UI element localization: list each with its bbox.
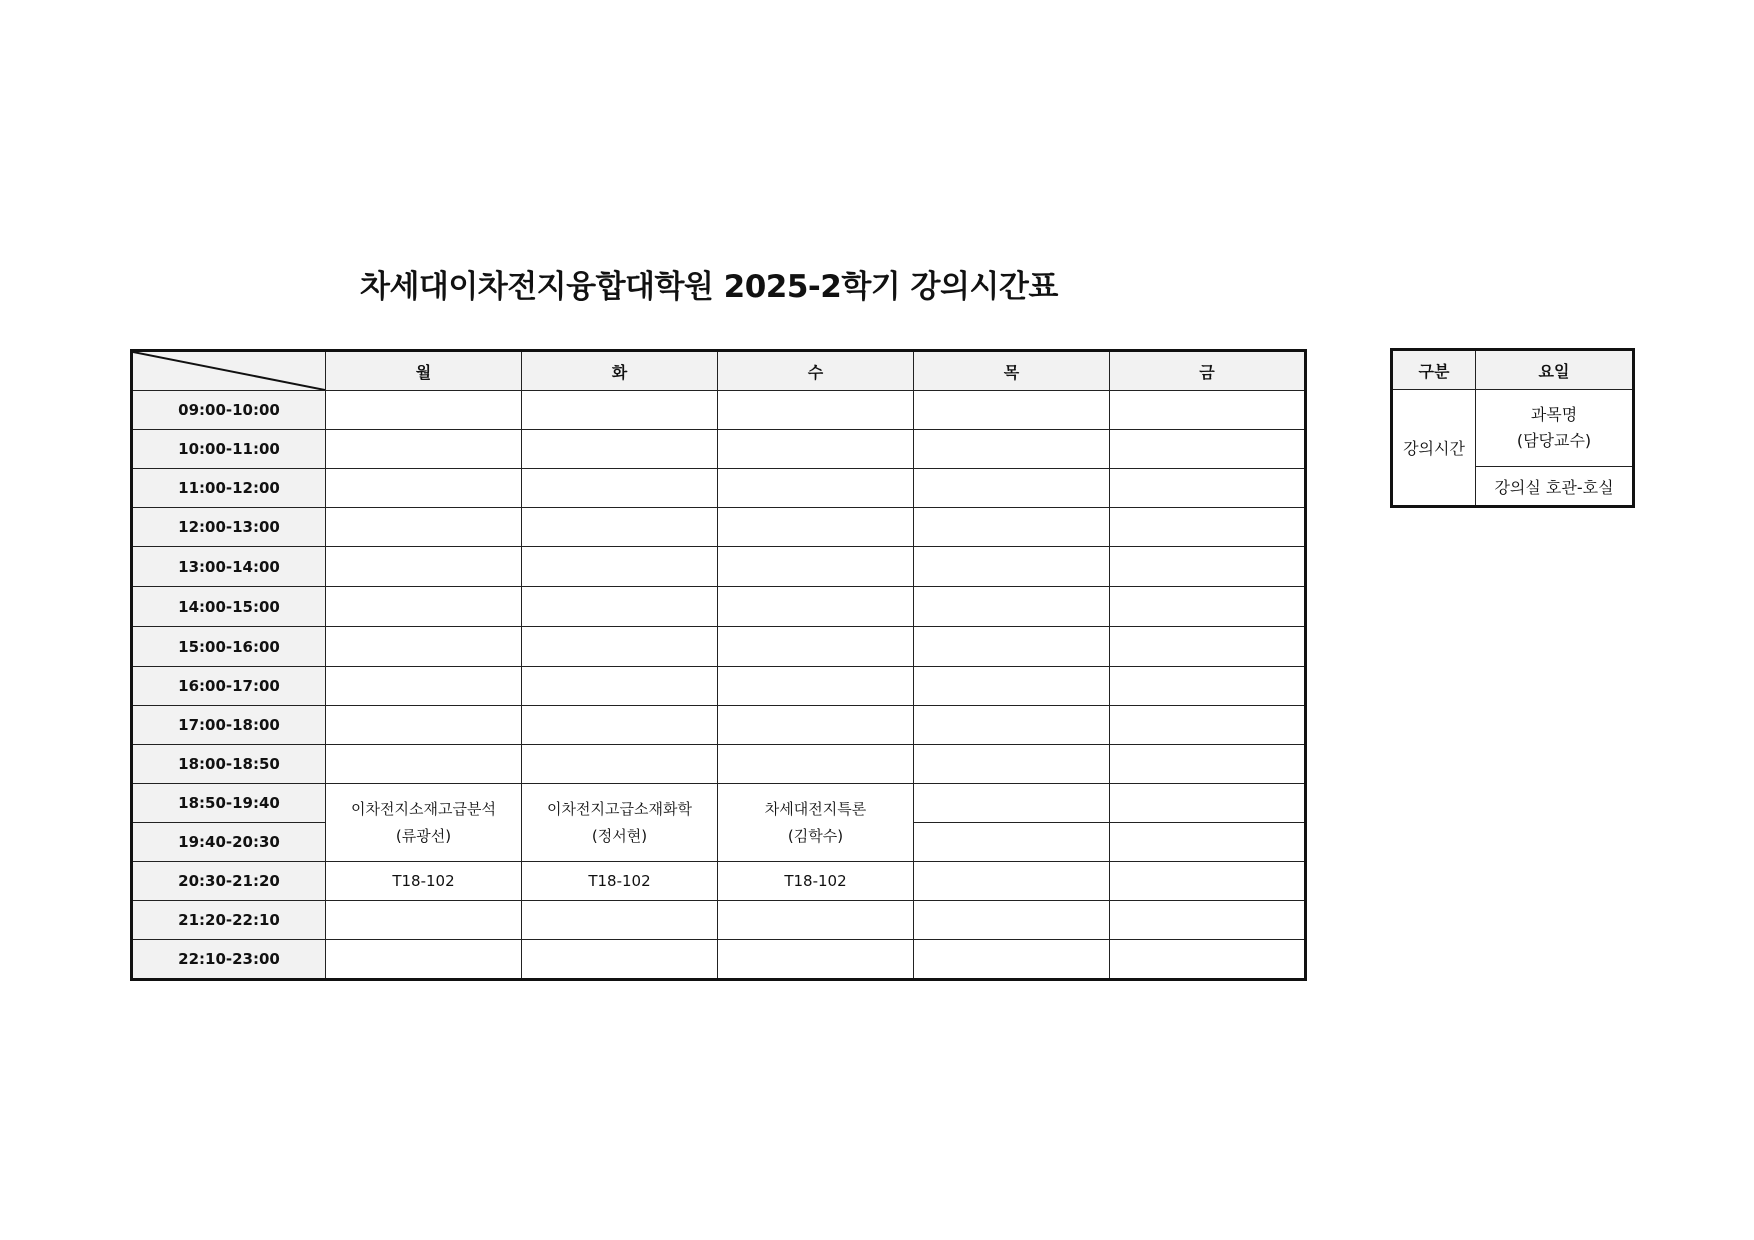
slot-cell — [326, 901, 522, 940]
time-cell: 13:00-14:00 — [132, 547, 326, 587]
course-professor: (정서현) — [591, 826, 648, 845]
day-header-thu: 목 — [914, 351, 1110, 391]
diagonal-line — [133, 352, 325, 390]
slot-cell — [522, 469, 718, 508]
room-cell-tue: T18-102 — [522, 862, 718, 901]
slot-cell — [1110, 940, 1306, 980]
time-row — [132, 784, 1306, 823]
time-row — [132, 627, 1306, 667]
slot-cell — [718, 391, 914, 430]
course-name: 차세대전지특론 — [764, 799, 867, 818]
legend-header-row — [1392, 350, 1634, 390]
slot-cell — [914, 862, 1110, 901]
slot-cell — [326, 627, 522, 667]
slot-cell — [914, 745, 1110, 784]
course-cell-mon — [326, 784, 522, 862]
slot-cell — [914, 901, 1110, 940]
time-row — [132, 667, 1306, 706]
legend-table — [1390, 348, 1635, 508]
slot-cell — [718, 627, 914, 667]
time-row — [132, 430, 1306, 469]
time-cell: 18:50-19:40 — [132, 784, 326, 823]
course-name: 이차전지고급소재화학 — [547, 799, 692, 818]
slot-cell — [1110, 901, 1306, 940]
slot-cell — [718, 901, 914, 940]
slot-cell — [522, 901, 718, 940]
course-professor: (김학수) — [787, 826, 844, 845]
time-cell: 20:30-21:20 — [132, 862, 326, 901]
slot-cell — [914, 784, 1110, 823]
slot-cell — [914, 823, 1110, 862]
slot-cell — [522, 706, 718, 745]
legend-course-name: 과목명 — [1530, 405, 1578, 424]
course-name: 이차전지소재고급분석 — [351, 799, 496, 818]
slot-cell — [1110, 627, 1306, 667]
slot-cell — [1110, 784, 1306, 823]
day-header-mon: 월 — [326, 351, 522, 391]
slot-cell — [1110, 706, 1306, 745]
time-cell: 21:20-22:10 — [132, 901, 326, 940]
slot-cell — [718, 706, 914, 745]
slot-cell — [914, 587, 1110, 627]
day-header-wed: 수 — [718, 351, 914, 391]
time-row — [132, 587, 1306, 627]
legend-room: 강의실 호관-호실 — [1476, 467, 1634, 507]
day-header-tue: 화 — [522, 351, 718, 391]
slot-cell — [718, 430, 914, 469]
room-cell-mon: T18-102 — [326, 862, 522, 901]
slot-cell — [718, 940, 914, 980]
slot-cell — [914, 940, 1110, 980]
slot-cell — [522, 667, 718, 706]
slot-cell — [1110, 587, 1306, 627]
slot-cell — [914, 627, 1110, 667]
slot-cell — [326, 745, 522, 784]
time-cell: 12:00-13:00 — [132, 508, 326, 547]
slot-cell — [1110, 391, 1306, 430]
slot-cell — [326, 667, 522, 706]
slot-cell — [1110, 430, 1306, 469]
time-row — [132, 901, 1306, 940]
slot-cell — [1110, 745, 1306, 784]
time-row — [132, 469, 1306, 508]
slot-cell — [718, 587, 914, 627]
timetable — [130, 349, 1307, 981]
course-cell-tue — [522, 784, 718, 862]
time-row — [132, 706, 1306, 745]
slot-cell — [522, 940, 718, 980]
corner-cell — [132, 351, 326, 391]
time-row — [132, 508, 1306, 547]
time-row — [132, 940, 1306, 980]
time-cell: 19:40-20:30 — [132, 823, 326, 862]
slot-cell — [326, 940, 522, 980]
slot-cell — [522, 430, 718, 469]
slot-cell — [326, 706, 522, 745]
time-row — [132, 391, 1306, 430]
slot-cell — [522, 627, 718, 667]
time-cell: 14:00-15:00 — [132, 587, 326, 627]
slot-cell — [1110, 823, 1306, 862]
slot-cell — [718, 745, 914, 784]
time-cell: 17:00-18:00 — [132, 706, 326, 745]
slot-cell — [1110, 508, 1306, 547]
slot-cell — [326, 391, 522, 430]
slot-cell — [914, 508, 1110, 547]
slot-cell — [326, 547, 522, 587]
time-cell: 10:00-11:00 — [132, 430, 326, 469]
slot-cell — [326, 469, 522, 508]
time-row — [132, 745, 1306, 784]
slot-cell — [1110, 469, 1306, 508]
legend-header-category: 구분 — [1392, 350, 1476, 390]
page-title: 차세대이차전지융합대학원 2025-2학기 강의시간표 — [360, 269, 1058, 305]
course-professor: (류광선) — [395, 826, 452, 845]
room-cell-wed: T18-102 — [718, 862, 914, 901]
time-cell: 11:00-12:00 — [132, 469, 326, 508]
slot-cell — [522, 391, 718, 430]
time-cell: 15:00-16:00 — [132, 627, 326, 667]
slot-cell — [914, 391, 1110, 430]
slot-cell — [326, 430, 522, 469]
slot-cell — [1110, 667, 1306, 706]
legend-header-day: 요일 — [1476, 350, 1634, 390]
slot-cell — [1110, 547, 1306, 587]
legend-time-label: 강의시간 — [1392, 390, 1476, 507]
slot-cell — [326, 587, 522, 627]
legend-row — [1392, 390, 1634, 467]
legend-course-cell — [1476, 390, 1634, 467]
slot-cell — [522, 587, 718, 627]
slot-cell — [718, 469, 914, 508]
slot-cell — [718, 667, 914, 706]
slot-cell — [914, 469, 1110, 508]
header-row — [132, 351, 1306, 391]
time-cell: 18:00-18:50 — [132, 745, 326, 784]
slot-cell — [914, 667, 1110, 706]
slot-cell — [914, 706, 1110, 745]
time-row — [132, 547, 1306, 587]
slot-cell — [522, 547, 718, 587]
slot-cell — [914, 430, 1110, 469]
course-cell-wed — [718, 784, 914, 862]
time-cell: 09:00-10:00 — [132, 391, 326, 430]
slot-cell — [326, 508, 522, 547]
slot-cell — [718, 508, 914, 547]
time-row — [132, 862, 1306, 901]
slot-cell — [1110, 862, 1306, 901]
day-header-fri: 금 — [1110, 351, 1306, 391]
legend-professor: (담당교수) — [1516, 431, 1592, 450]
time-cell: 16:00-17:00 — [132, 667, 326, 706]
slot-cell — [522, 508, 718, 547]
slot-cell — [718, 547, 914, 587]
time-cell: 22:10-23:00 — [132, 940, 326, 980]
slot-cell — [522, 745, 718, 784]
slot-cell — [914, 547, 1110, 587]
